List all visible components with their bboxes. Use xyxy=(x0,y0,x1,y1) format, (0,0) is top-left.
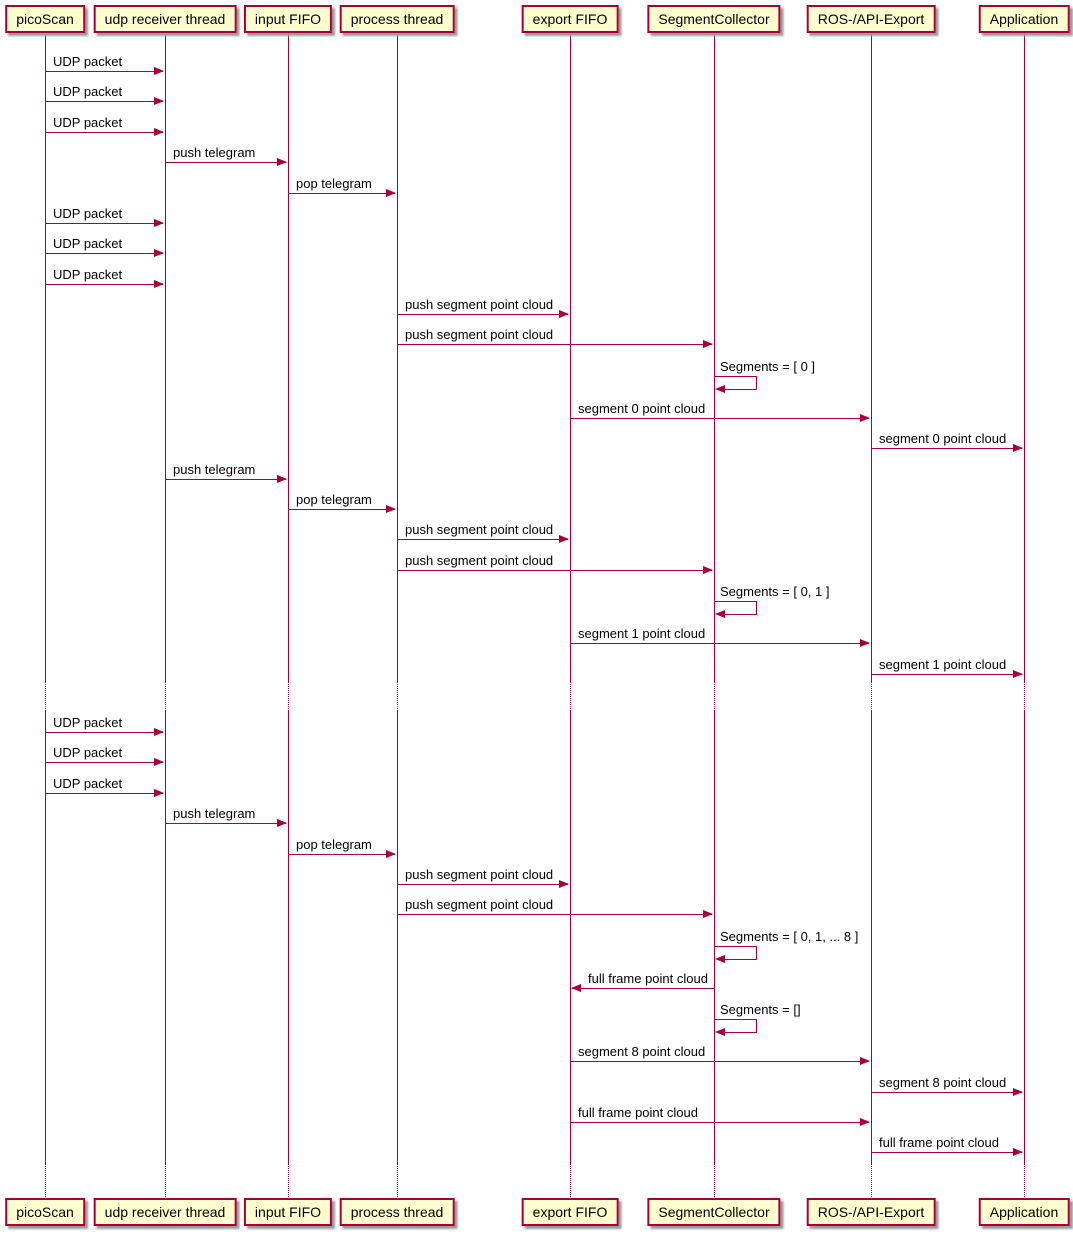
lifeline-ros-api-export-segment-1 xyxy=(871,681,872,711)
message-5-label: UDP packet xyxy=(53,206,123,221)
message-5-arrowhead-icon xyxy=(154,219,164,227)
lifeline-segment-collector-segment-0 xyxy=(714,32,715,681)
message-12-line xyxy=(871,448,1022,449)
message-33-arrowhead-icon xyxy=(1013,1148,1023,1156)
message-33-line xyxy=(871,1152,1022,1153)
message-5-line xyxy=(45,223,163,224)
participant-export-fifo-bottom: export FIFO xyxy=(522,1198,619,1226)
message-19-label: segment 1 point cloud xyxy=(879,657,1007,672)
message-25-label: push segment point cloud xyxy=(405,867,554,882)
lifeline-picoscan-segment-2 xyxy=(45,711,46,1164)
message-17-label: Segments = [ 0, 1 ] xyxy=(720,584,830,599)
message-18-line xyxy=(570,643,869,644)
lifeline-process-thread-segment-3 xyxy=(397,1164,398,1199)
message-25-line xyxy=(397,884,568,885)
message-17-self-right-line xyxy=(756,601,757,615)
participant-process-thread-bottom: process thread xyxy=(340,1198,455,1226)
message-15-line xyxy=(397,539,568,540)
lifeline-process-thread-segment-0 xyxy=(397,32,398,681)
participant-picoscan-top: picoScan xyxy=(5,5,85,33)
message-8-line xyxy=(397,314,568,315)
lifeline-udp-receiver-thread-segment-1 xyxy=(165,681,166,711)
message-12-label: segment 0 point cloud xyxy=(879,431,1007,446)
message-31-line xyxy=(871,1092,1022,1093)
message-22-label: UDP packet xyxy=(53,776,123,791)
message-29-self-right-line xyxy=(756,1019,757,1033)
message-21-line xyxy=(45,762,163,763)
message-16-arrowhead-icon xyxy=(703,566,713,574)
message-20-label: UDP packet xyxy=(53,715,123,730)
message-7-label: UDP packet xyxy=(53,267,123,282)
lifeline-export-fifo-segment-0 xyxy=(570,32,571,681)
message-1-line xyxy=(45,101,163,102)
lifeline-input-fifo-segment-3 xyxy=(288,1164,289,1199)
lifeline-input-fifo-segment-0 xyxy=(288,32,289,681)
message-23-label: push telegram xyxy=(173,806,256,821)
message-24-label: pop telegram xyxy=(296,837,372,852)
message-3-arrowhead-icon xyxy=(277,158,287,166)
message-27-self-top-line xyxy=(714,946,757,947)
lifeline-application-segment-0 xyxy=(1024,32,1025,681)
lifeline-segment-collector-segment-1 xyxy=(714,681,715,711)
lifeline-application-segment-1 xyxy=(1024,681,1025,711)
message-30-line xyxy=(570,1061,869,1062)
message-32-line xyxy=(570,1122,869,1123)
message-3-label: push telegram xyxy=(173,145,256,160)
message-6-label: UDP packet xyxy=(53,236,123,251)
message-29-arrowhead-icon xyxy=(715,1028,725,1036)
message-24-line xyxy=(288,854,395,855)
lifeline-process-thread-segment-1 xyxy=(397,681,398,711)
message-8-label: push segment point cloud xyxy=(405,297,554,312)
participant-segment-collector-bottom: SegmentCollector xyxy=(647,1198,780,1226)
message-2-line xyxy=(45,132,163,133)
message-31-arrowhead-icon xyxy=(1013,1088,1023,1096)
message-26-line xyxy=(397,914,712,915)
message-6-arrowhead-icon xyxy=(154,249,164,257)
message-11-line xyxy=(570,418,869,419)
message-20-line xyxy=(45,732,163,733)
participant-segment-collector-top: SegmentCollector xyxy=(647,5,780,33)
message-8-arrowhead-icon xyxy=(559,310,569,318)
message-28-line xyxy=(572,988,714,989)
participant-ros-api-export-bottom: ROS-/API-Export xyxy=(807,1198,936,1226)
message-29-self-return-line xyxy=(723,1032,757,1033)
message-11-arrowhead-icon xyxy=(860,414,870,422)
message-1-arrowhead-icon xyxy=(154,97,164,105)
message-0-line xyxy=(45,71,163,72)
message-21-label: UDP packet xyxy=(53,745,123,760)
message-14-line xyxy=(288,509,395,510)
participant-ros-api-export-top: ROS-/API-Export xyxy=(807,5,936,33)
message-16-line xyxy=(397,570,712,571)
message-22-arrowhead-icon xyxy=(154,789,164,797)
message-7-arrowhead-icon xyxy=(154,280,164,288)
lifeline-application-segment-2 xyxy=(1024,711,1025,1164)
message-27-self-right-line xyxy=(756,946,757,960)
message-19-line xyxy=(871,674,1022,675)
message-13-label: push telegram xyxy=(173,462,256,477)
message-30-arrowhead-icon xyxy=(860,1057,870,1065)
message-9-arrowhead-icon xyxy=(703,340,713,348)
lifeline-picoscan-segment-0 xyxy=(45,32,46,681)
message-32-label: full frame point cloud xyxy=(578,1105,698,1120)
participant-input-fifo-top: input FIFO xyxy=(244,5,332,33)
lifeline-export-fifo-segment-3 xyxy=(570,1164,571,1199)
lifeline-input-fifo-segment-1 xyxy=(288,681,289,711)
message-26-arrowhead-icon xyxy=(703,910,713,918)
message-4-arrowhead-icon xyxy=(386,189,396,197)
lifeline-application-segment-3 xyxy=(1024,1164,1025,1199)
message-10-self-right-line xyxy=(756,376,757,390)
message-17-self-return-line xyxy=(723,614,757,615)
message-12-arrowhead-icon xyxy=(1013,444,1023,452)
message-22-line xyxy=(45,793,163,794)
participant-export-fifo-top: export FIFO xyxy=(522,5,619,33)
message-6-line xyxy=(45,253,163,254)
message-0-arrowhead-icon xyxy=(154,67,164,75)
message-2-label: UDP packet xyxy=(53,115,123,130)
message-9-label: push segment point cloud xyxy=(405,327,554,342)
participant-process-thread-top: process thread xyxy=(340,5,455,33)
message-33-label: full frame point cloud xyxy=(879,1135,999,1150)
message-10-arrowhead-icon xyxy=(715,385,725,393)
lifeline-ros-api-export-segment-0 xyxy=(871,32,872,681)
message-3-line xyxy=(165,162,286,163)
message-14-label: pop telegram xyxy=(296,492,372,507)
lifeline-udp-receiver-thread-segment-3 xyxy=(165,1164,166,1199)
lifeline-ros-api-export-segment-3 xyxy=(871,1164,872,1199)
message-10-label: Segments = [ 0 ] xyxy=(720,359,816,374)
lifeline-ros-api-export-segment-2 xyxy=(871,711,872,1164)
message-9-line xyxy=(397,344,712,345)
message-14-arrowhead-icon xyxy=(386,505,396,513)
lifeline-export-fifo-segment-2 xyxy=(570,711,571,1164)
message-27-self-return-line xyxy=(723,959,757,960)
message-28-arrowhead-icon xyxy=(571,984,581,992)
message-7-line xyxy=(45,284,163,285)
lifeline-input-fifo-segment-2 xyxy=(288,711,289,1164)
message-4-label: pop telegram xyxy=(296,176,372,191)
message-17-arrowhead-icon xyxy=(715,610,725,618)
message-32-arrowhead-icon xyxy=(860,1118,870,1126)
message-11-label: segment 0 point cloud xyxy=(578,401,706,416)
lifeline-udp-receiver-thread-segment-0 xyxy=(165,32,166,681)
message-18-arrowhead-icon xyxy=(860,639,870,647)
message-13-arrowhead-icon xyxy=(277,475,287,483)
message-31-label: segment 8 point cloud xyxy=(879,1075,1007,1090)
message-2-arrowhead-icon xyxy=(154,128,164,136)
message-27-arrowhead-icon xyxy=(715,955,725,963)
message-28-label: full frame point cloud xyxy=(588,971,708,986)
message-16-label: push segment point cloud xyxy=(405,553,554,568)
message-30-label: segment 8 point cloud xyxy=(578,1044,706,1059)
message-17-self-top-line xyxy=(714,601,757,602)
lifeline-export-fifo-segment-1 xyxy=(570,681,571,711)
message-25-arrowhead-icon xyxy=(559,880,569,888)
message-13-line xyxy=(165,479,286,480)
message-19-arrowhead-icon xyxy=(1013,670,1023,678)
lifeline-process-thread-segment-2 xyxy=(397,711,398,1164)
message-4-line xyxy=(288,193,395,194)
message-10-self-top-line xyxy=(714,376,757,377)
message-21-arrowhead-icon xyxy=(154,758,164,766)
message-10-self-return-line xyxy=(723,389,757,390)
message-23-line xyxy=(165,823,286,824)
lifeline-picoscan-segment-3 xyxy=(45,1164,46,1199)
participant-udp-receiver-thread-top: udp receiver thread xyxy=(94,5,237,33)
message-23-arrowhead-icon xyxy=(277,819,287,827)
message-24-arrowhead-icon xyxy=(386,850,396,858)
message-15-label: push segment point cloud xyxy=(405,522,554,537)
message-29-label: Segments = [] xyxy=(720,1002,801,1017)
message-26-label: push segment point cloud xyxy=(405,897,554,912)
participant-picoscan-bottom: picoScan xyxy=(5,1198,85,1226)
message-1-label: UDP packet xyxy=(53,84,123,99)
participant-udp-receiver-thread-bottom: udp receiver thread xyxy=(94,1198,237,1226)
lifeline-udp-receiver-thread-segment-2 xyxy=(165,711,166,1164)
lifeline-segment-collector-segment-3 xyxy=(714,1164,715,1199)
message-20-arrowhead-icon xyxy=(154,728,164,736)
message-27-label: Segments = [ 0, 1, ... 8 ] xyxy=(720,929,859,944)
participant-input-fifo-bottom: input FIFO xyxy=(244,1198,332,1226)
participant-application-top: Application xyxy=(979,5,1070,33)
message-0-label: UDP packet xyxy=(53,54,123,69)
message-29-self-top-line xyxy=(714,1019,757,1020)
lifeline-picoscan-segment-1 xyxy=(45,681,46,711)
message-18-label: segment 1 point cloud xyxy=(578,626,706,641)
participant-application-bottom: Application xyxy=(979,1198,1070,1226)
message-15-arrowhead-icon xyxy=(559,535,569,543)
lifeline-segment-collector-segment-2 xyxy=(714,711,715,1164)
